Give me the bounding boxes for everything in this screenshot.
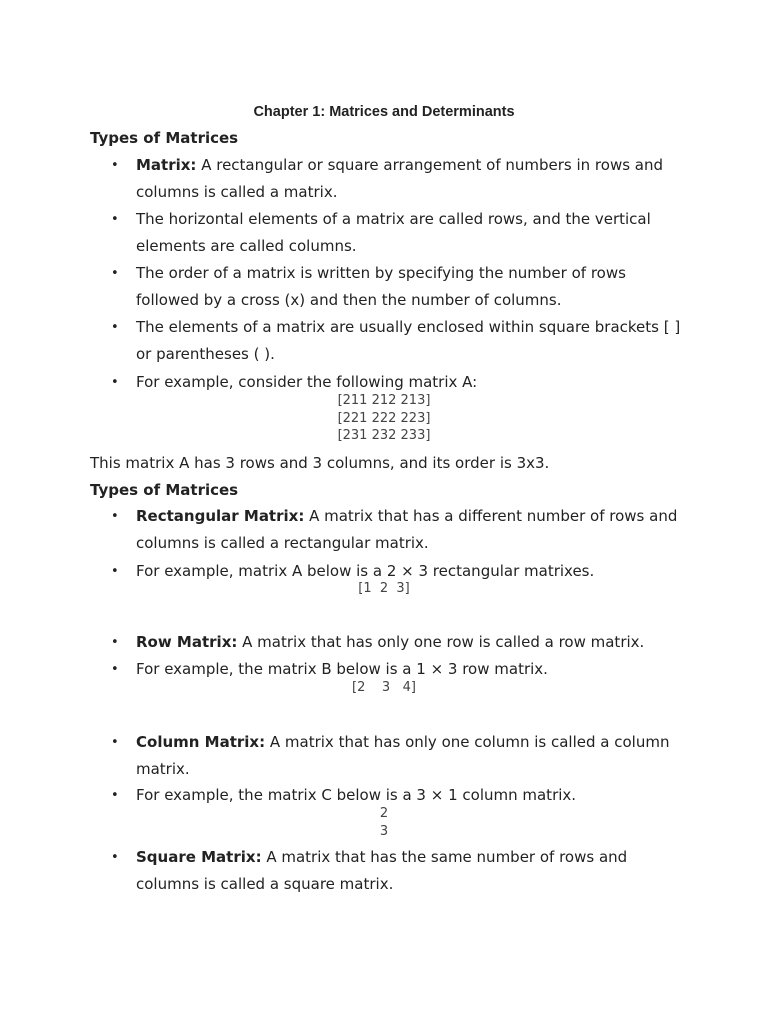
term-label: Matrix: [136, 156, 197, 174]
term-label: Rectangular Matrix: [136, 507, 305, 525]
section-heading-types-of-matrices: Types of Matrices [90, 129, 239, 147]
list-item-brackets [136, 314, 681, 368]
list-item-text: For example, the matrix B below is a 1 × 3 row matrix. [136, 660, 548, 678]
column-matrix-row-2: 3 [379, 823, 389, 839]
column-matrix-row-1: 2 [379, 806, 389, 821]
row-matrix-display: [2 3 4] [352, 680, 416, 695]
list-item-text: A matrix that has only one row is called a row matrix. [237, 633, 645, 651]
list-item-column-matrix [136, 729, 681, 783]
rectangular-matrix-display: [1 2 3] [358, 581, 410, 596]
list-item-row-matrix [136, 629, 681, 656]
matrix-a-row-1: [211 212 213] [337, 393, 431, 408]
matrix-a-row-3: [231 232 233] [337, 428, 431, 443]
list-item-text: The horizontal elements of a matrix are called rows, and the vertical elements are called columns. [136, 210, 651, 255]
list-item-rows-columns [136, 206, 681, 260]
list-item-text: A matrix that has only one column is called a column matrix. [136, 733, 670, 778]
list-item-matrix-definition [136, 152, 681, 206]
matrix-a-row-2: [221 222 223] [337, 410, 431, 426]
list-item-text: A rectangular or square arrangement of numbers in rows and columns is called a matrix. [136, 156, 664, 201]
list-item-text: A matrix that has the same number of rows and columns is called a square matrix. [136, 848, 628, 893]
chapter-title: Chapter 1: Matrices and Determinants [253, 104, 515, 120]
list-item-rectangular-matrix [136, 503, 681, 557]
term-label: Column Matrix: [136, 733, 266, 751]
matrix-a-summary: This matrix A has 3 rows and 3 columns, and its order is 3x3. [90, 454, 550, 472]
list-item-text: The order of a matrix is written by specifying the number of rows followed by a cross (x) and then the number of columns. [136, 264, 626, 309]
term-label: Row Matrix: [136, 633, 238, 651]
list-item-square-matrix [136, 844, 681, 898]
list-item-text: For example, matrix A below is a 2 × 3 rectangular matrixes. [136, 562, 595, 580]
list-item-text: For example, the matrix C below is a 3 × 1 column matrix. [136, 786, 577, 804]
term-label: Square Matrix: [136, 848, 262, 866]
list-item-text: The elements of a matrix are usually enclosed within square brackets [ ] or parentheses ( ). [136, 318, 681, 363]
list-item-text: For example, consider the following matrix A: [136, 373, 478, 391]
list-item-order [136, 260, 681, 314]
section-heading-types-of-matrices-2: Types of Matrices [90, 481, 239, 499]
list-item-text: A matrix that has a different number of rows and columns is called a rectangular matrix. [136, 507, 678, 552]
